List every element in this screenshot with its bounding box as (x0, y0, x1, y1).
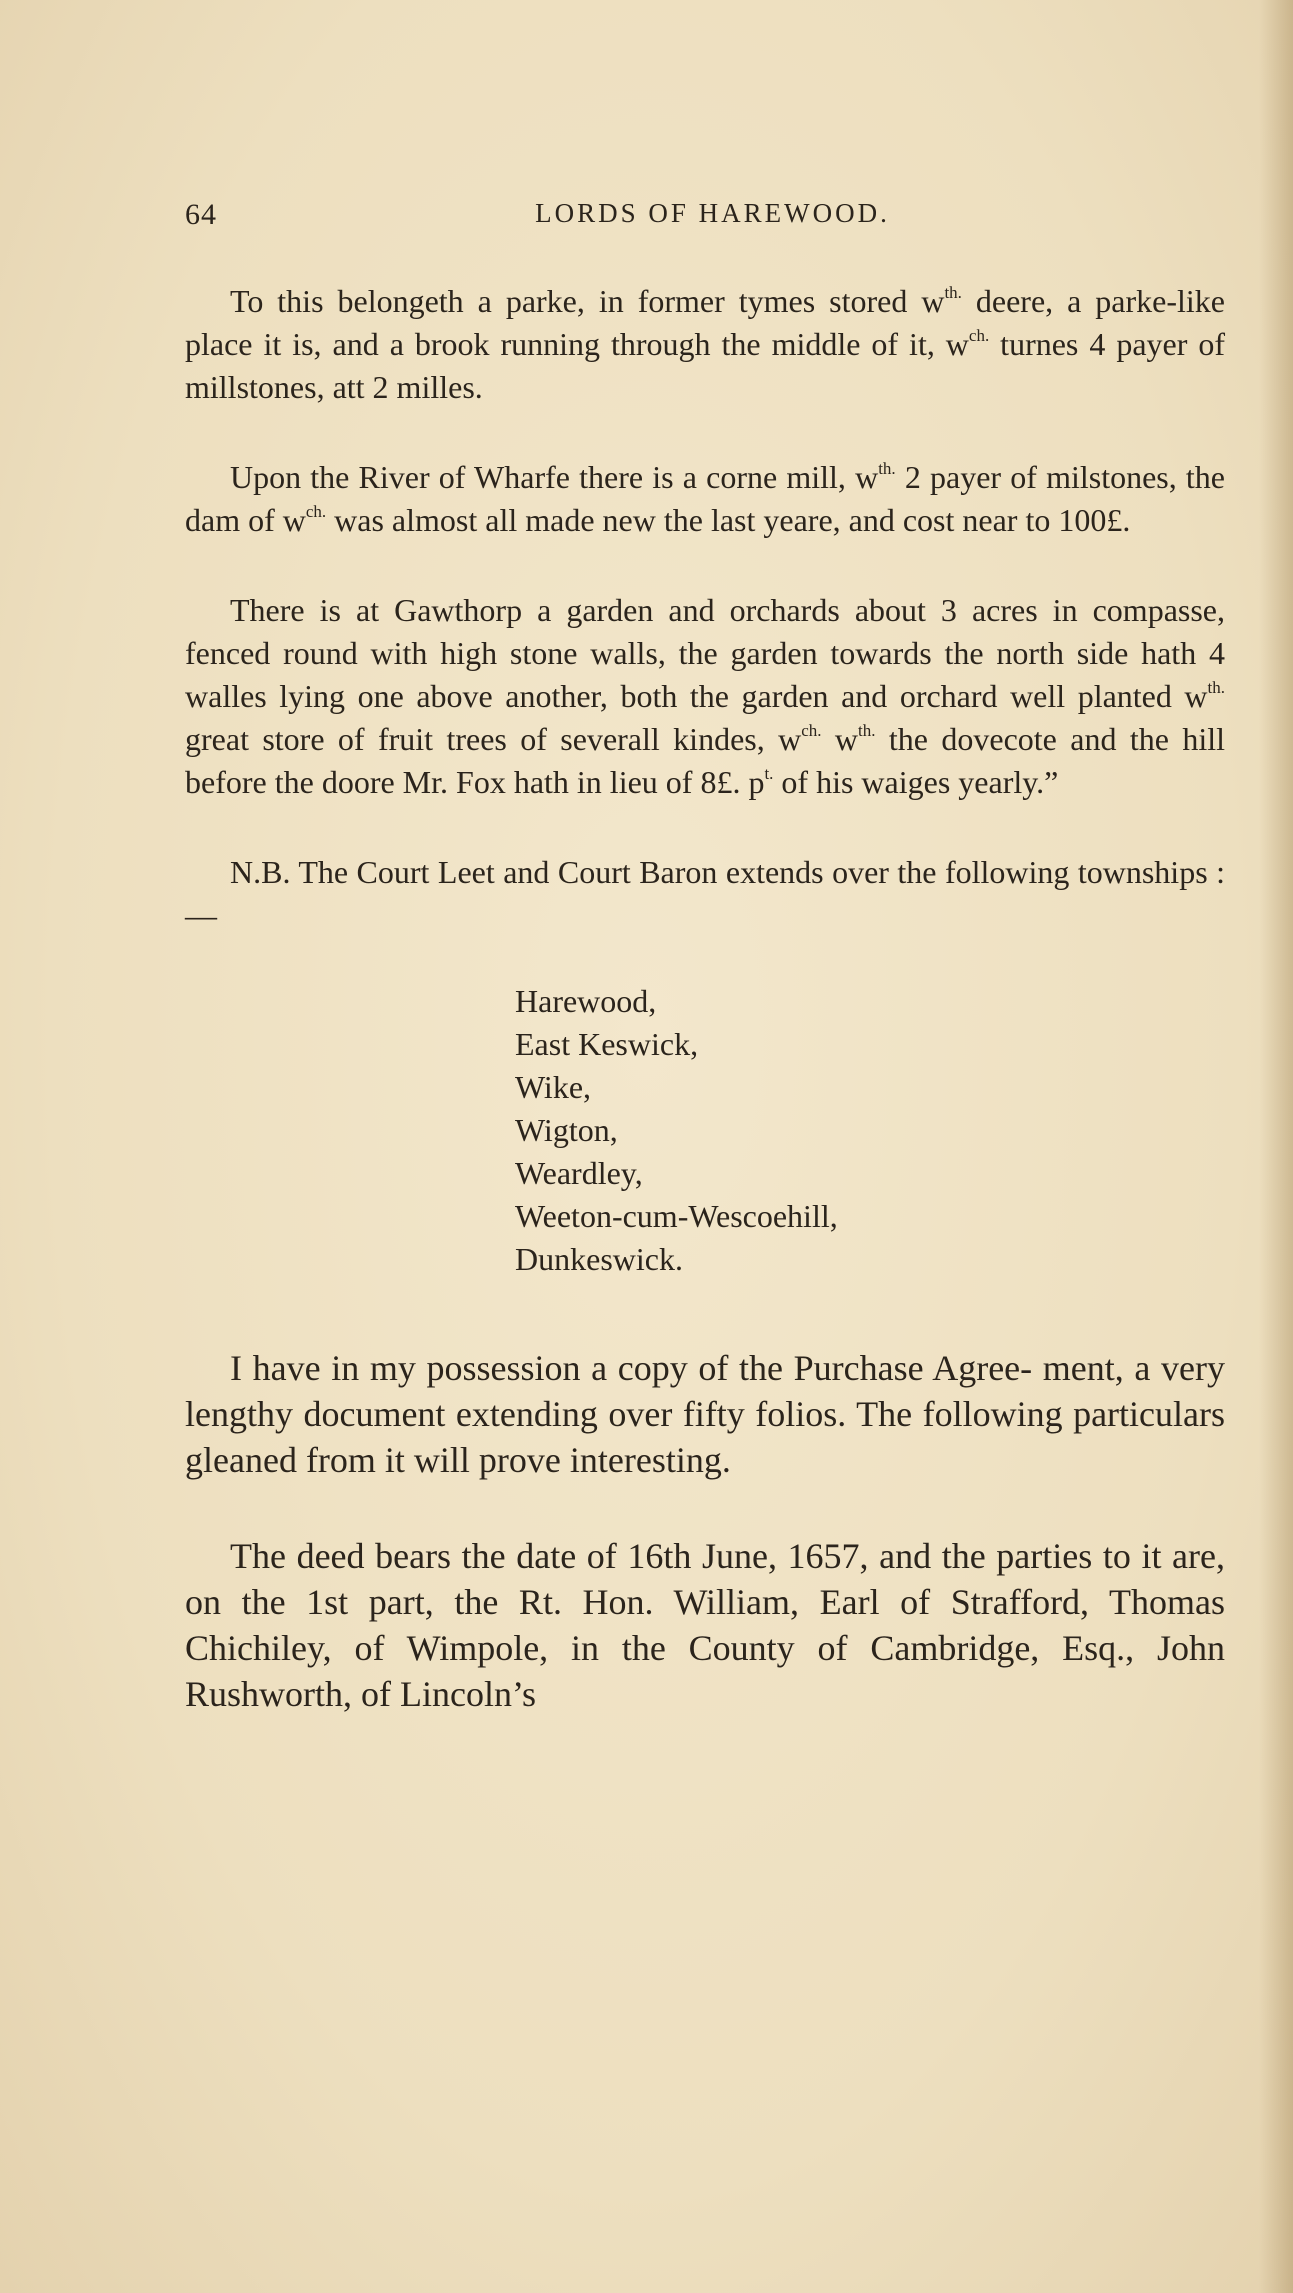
text-run: 2 payer of milstones, the dam of w (185, 459, 1226, 538)
running-title: LORDS OF HAREWOOD. (535, 198, 890, 228)
superscript: th. (1207, 678, 1225, 697)
townships-list (515, 980, 1225, 1281)
text-run: was almost all made new the last yeare, and cost near to 100£. (326, 502, 1131, 538)
paragraph-court-leet: N.B. The Court Leet and Court Baron extends over the following townships :— (185, 854, 1225, 933)
running-head (185, 198, 1220, 242)
township-item: Wigton, (515, 1112, 618, 1148)
text-run: To this belongeth a parke, in former tymes stored w (230, 283, 945, 319)
superscript: th. (878, 459, 896, 478)
superscript: th. (858, 721, 876, 740)
page-number: 64 (185, 198, 217, 231)
superscript: ch. (968, 326, 990, 345)
text-run: There is at Gawthorp a garden and orchards about 3 acres in compasse, fenced round with high stone walls, the garden towards the north side hath 4 walles lying one above another, both the garden and orchard well planted w (185, 592, 1225, 714)
township-item: Harewood, (515, 983, 657, 1019)
paragraph-parke (185, 280, 1225, 409)
superscript: t. (764, 764, 774, 783)
township-item: Dunkeswick. (515, 1241, 683, 1277)
township-item: Weardley, (515, 1155, 643, 1191)
text-block (185, 280, 1225, 1717)
paragraph-gawthorp-garden (185, 589, 1225, 804)
superscript: ch. (305, 502, 327, 521)
text-run: turnes 4 payer of millstones, att 2 milles. (185, 326, 1226, 405)
text-run: w (821, 721, 859, 757)
township-item: Weeton-cum-Wescoehill, (515, 1198, 838, 1234)
township-item: Wike, (515, 1069, 592, 1105)
text-run: the dovecote and the hill before the doore Mr. Fox hath in lieu of 8£. p (185, 721, 1226, 800)
township-item: East Keswick, (515, 1026, 699, 1062)
superscript: th. (944, 283, 962, 302)
paragraph-corne-mill (185, 456, 1225, 542)
text-run: great store of fruit trees of severall kindes, w (185, 721, 802, 757)
paragraph-deed-date: The deed bears the date of 16th June, 1657, and the parties to it are, on the 1st part, the Rt. Hon. William, Earl of Strafford, Thomas Chichiley, of Wimpole, in the County of Cambridge, Esq., John Rushworth, of Lincoln’s (185, 1536, 1225, 1714)
text-run: Upon the River of Wharfe there is a corne mill, w (230, 459, 879, 495)
text-run: deere, a parke-like place it is, and a brook running through the middle of it, w (185, 283, 1226, 362)
page-edge-shadow (1259, 0, 1293, 2293)
paragraph-purchase-agreement: I have in my possession a copy of the Purchase Agree- ment, a very lengthy document extending over fifty folios. The following particulars gleaned from it will prove interesting. (185, 1348, 1225, 1480)
superscript: ch. (801, 721, 822, 740)
text-run: of his waiges yearly.” (773, 764, 1059, 800)
